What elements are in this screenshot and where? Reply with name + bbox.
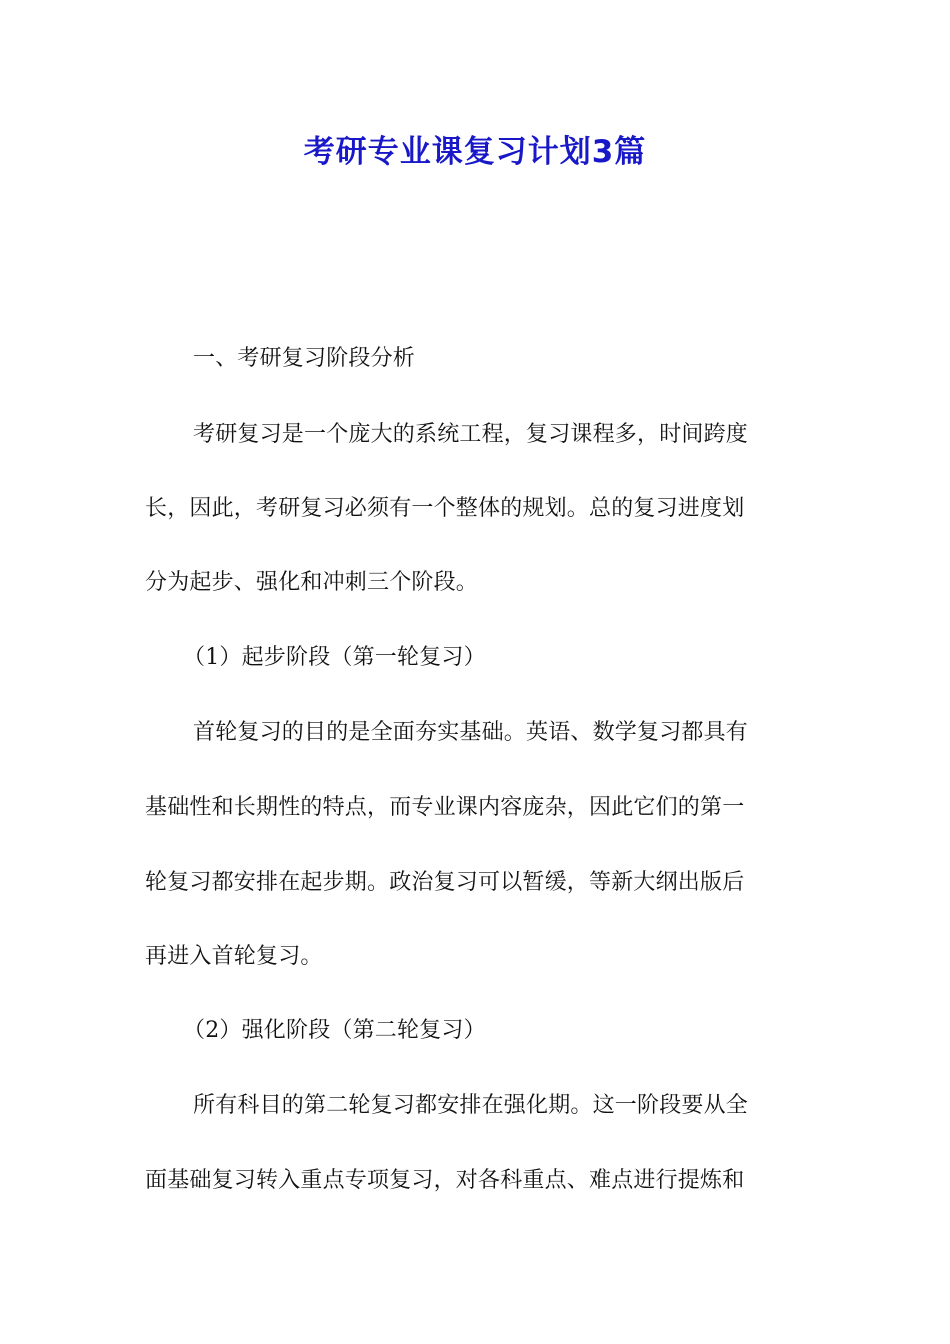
section-heading: 一、考研复习阶段分析 xyxy=(193,346,416,371)
document-title: 考研专业课复习计划3篇 xyxy=(303,134,647,170)
paragraph-line: 考研复习是一个庞大的系统工程，复习课程多，时间跨度 xyxy=(193,422,749,447)
paragraph-line: 首轮复习的目的是全面夯实基础。英语、数学复习都具有 xyxy=(193,720,749,745)
subsection-heading: （2）强化阶段（第二轮复习） xyxy=(183,1018,486,1043)
paragraph-line: 基础性和长期性的特点，而专业课内容庞杂，因此它们的第一 xyxy=(145,795,745,820)
paragraph-line: 长，因此，考研复习必须有一个整体的规划。总的复习进度划 xyxy=(145,496,745,521)
paragraph-line: 分为起步、强化和冲刺三个阶段。 xyxy=(145,570,479,595)
paragraph-line: 再进入首轮复习。 xyxy=(145,944,323,969)
paragraph-line: 所有科目的第二轮复习都安排在强化期。这一阶段要从全 xyxy=(193,1093,749,1118)
subsection-heading: （1）起步阶段（第一轮复习） xyxy=(183,645,486,670)
paragraph-line: 轮复习都安排在起步期。政治复习可以暂缓，等新大纲出版后 xyxy=(145,870,745,895)
paragraph-line: 面基础复习转入重点专项复习，对各科重点、难点进行提炼和 xyxy=(145,1168,745,1193)
